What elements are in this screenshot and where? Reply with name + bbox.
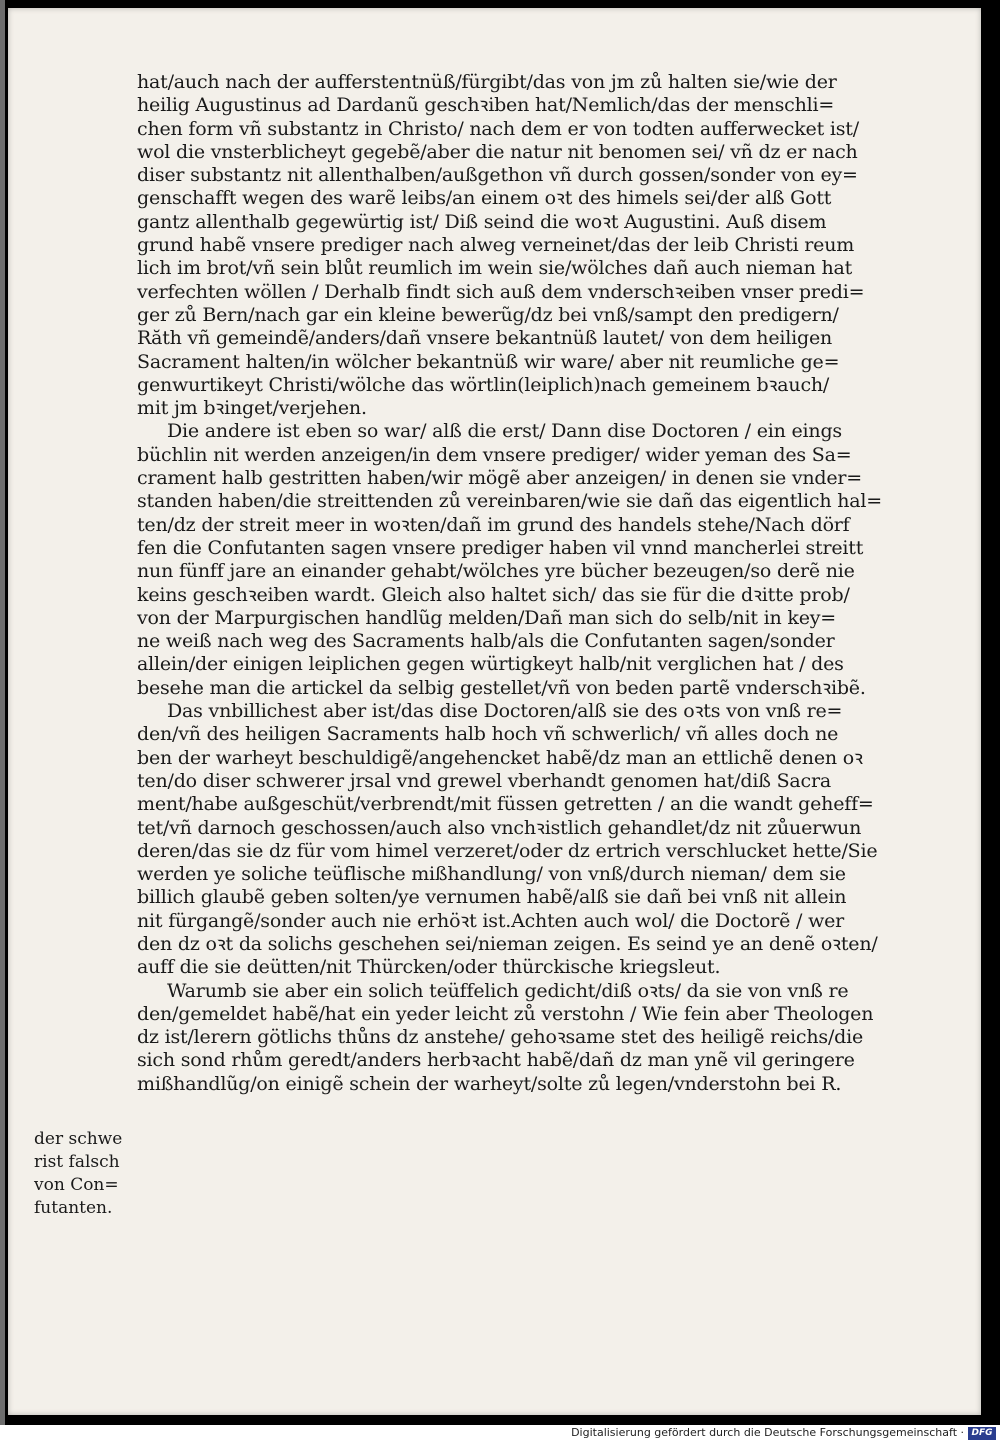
- text-line: allein/der einigen leiplichen gegen würtigkeyt halb/nit verglichen hat / des: [137, 653, 844, 676]
- text-line: von der Marpurgischen handlũg melden/Dañ man sich do selb/nit in key=: [137, 606, 837, 629]
- text-line: dz ist/lerern götlichs thůns dz anstehe/ gehoꝛsame stet des heiligẽ reichs/die: [137, 1026, 864, 1049]
- paragraph-start-line: Das vnbillichest aber ist/das dise Doctoren/alß sie des oꝛts von vnß re=: [167, 700, 843, 723]
- text-line: nit fürgangẽ/sonder auch nie erhöꝛt ist.Achten auch wol/ die Doctorẽ / wer: [137, 909, 845, 932]
- text-line: Răth vñ gemeindẽ/anders/dañ vnsere bekantnüß lautet/ von dem heiligen: [137, 327, 833, 350]
- text-line: auff die sie deütten/nit Thürcken/oder thürckische kriegsleut.: [137, 956, 721, 979]
- text-line: gantz allenthalb gegewürtig ist/ Diß seind die woꝛt Augustini. Auß disem: [137, 210, 827, 233]
- text-line: lich im brot/vñ sein blůt reumlich im wein sie/wölches dañ auch nieman hat: [137, 257, 853, 280]
- text-line: ten/do diser schwerer jrsal vnd grewel vberhandt genomen hat/diß Sacra: [137, 769, 832, 792]
- dfg-logo-icon: DFG: [968, 1427, 996, 1440]
- funding-credit: Digitalisierung gefördert durch die Deutsche Forschungsgemeinschaft ·: [571, 1426, 964, 1439]
- text-line: genschafft wegen des warẽ leibs/an einem oꝛt des himels sei/der alß Gott: [137, 187, 832, 210]
- marginal-note-line: futanten.: [34, 1198, 113, 1218]
- text-line: ment/habe außgeschüt/verbrendt/mit füssen getretten / an die wandt geheff=: [137, 793, 874, 816]
- text-line: Sacrament halten/in wölcher bekantnüß wir ware/ aber nit reumliche ge=: [137, 350, 840, 373]
- text-line: besehe man die artickel da selbig gestellet/vñ von beden partẽ vnderschꝛibẽ.: [137, 676, 866, 699]
- text-line: wol die vnsterblicheyt gegebẽ/aber die natur nit benomen sei/ vñ dz er nach: [137, 140, 858, 163]
- text-line: diser substantz nit allenthalben/außgethon vñ durch gossen/sonder von ey=: [137, 164, 858, 187]
- text-line: den dz oꝛt da solichs geschehen sei/nieman zeigen. Es seind ye an denẽ oꝛten/: [137, 932, 878, 955]
- text-line: sich sond rhům geredt/anders herbꝛacht habẽ/dañ dz man ynẽ vil geringere: [137, 1049, 855, 1072]
- text-line: nun fünff jare an einander gehabt/wölches yre bücher bezeugen/so derẽ nie: [137, 560, 855, 583]
- text-line: ben der warheyt beschuldigẽ/angehencket habẽ/dz man an ettlichẽ denen oꝛ: [137, 746, 863, 769]
- text-line: genwurtikeyt Christi/wölche das wörtlin(leiplich)nach gemeinem bꝛauch/: [137, 373, 830, 396]
- text-line: crament halb gestritten haben/wir mögẽ aber anzeigen/ in denen sie vnder=: [137, 467, 863, 490]
- marginal-note: [34, 1128, 144, 1220]
- text-line: verfechten wöllen / Derhalb findt sich auß dem vnderschꝛeiben vnser predi=: [137, 280, 865, 303]
- text-line: heilig Augustinus ad Dardanũ geschꝛiben hat/Nemlich/das der menschli=: [137, 94, 835, 117]
- text-line: deren/das sie dz für vom himel verzeret/oder dz ertrich verschlucket hette/Sie: [137, 839, 878, 862]
- marginal-note-line: der schwe: [34, 1129, 123, 1149]
- text-line: chen form vñ substantz in Christo/ nach dem er von todten aufferwecket ist/: [137, 117, 859, 140]
- digitization-footer: [0, 1425, 1000, 1443]
- marginal-note-line: rist falsch: [34, 1152, 120, 1172]
- text-line: grund habẽ vnsere prediger nach alweg verneinet/das der leib Christi reum: [137, 234, 855, 257]
- paragraph-start-line: Die andere ist eben so war/ alß die erst/ Dann dise Doctoren / ein eings: [167, 420, 842, 443]
- scan-left-strip: [0, 0, 5, 1425]
- text-line: mit jm bꝛinget/verjehen.: [137, 397, 367, 420]
- text-line: den/vñ des heiligen Sacraments halb hoch vñ schwerlich/ vñ alles doch ne: [137, 723, 839, 746]
- text-line: hat/auch nach der aufferstentnüß/fürgibt/das von jm zů halten sie/wie der: [137, 71, 837, 93]
- text-line: tet/vñ darnoch geschossen/auch also vnchꝛistlich gehandlet/dz nit zůuerwun: [137, 816, 862, 839]
- text-line: werden ye soliche teüflische mißhandlung/ von vnß/durch nieman/ dem sie: [137, 863, 846, 886]
- text-line: keins geschꝛeiben wardt. Gleich also haltet sich/ das sie für die dꝛitte prob/: [137, 583, 850, 606]
- text-line: standen haben/die streittenden zů vereinbaren/wie sie dañ das eigentlich hal=: [137, 490, 882, 513]
- scan-right-edge: [981, 0, 1000, 1425]
- paragraph-start-line: Warumb sie aber ein solich teüffelich gedicht/diß oꝛts/ da sie von vnß re: [167, 979, 849, 1002]
- text-line: mißhandlũg/on einigẽ schein der warheyt/solte zů legen/vnderstohn bei R.: [137, 1072, 842, 1095]
- text-line: den/gemeldet habẽ/hat ein yeder leicht zů verstohn / Wie fein aber Theologen: [137, 1002, 874, 1025]
- text-line: ne weiß nach weg des Sacraments halb/als die Confutanten sagen/sonder: [137, 630, 835, 653]
- body-text: [137, 71, 907, 1096]
- marginal-note-line: von Con=: [34, 1175, 119, 1195]
- text-line: fen die Confutanten sagen vnsere prediger haben vil vnnd mancherlei streitt: [137, 536, 864, 559]
- text-line: billich glaubẽ geben solten/ye vernumen habẽ/alß sie dañ bei vnß nit allein: [137, 886, 847, 909]
- text-line: ten/dz der streit meer in woꝛten/dañ im grund des handels stehe/Nach dörf: [137, 513, 850, 536]
- text-line: büchlin nit werden anzeigen/in dem vnsere prediger/ wider yeman des Sa=: [137, 443, 852, 466]
- text-line: ger zů Bern/nach gar ein kleine bewerũg/dz bei vnß/sampt den predigern/: [137, 303, 839, 326]
